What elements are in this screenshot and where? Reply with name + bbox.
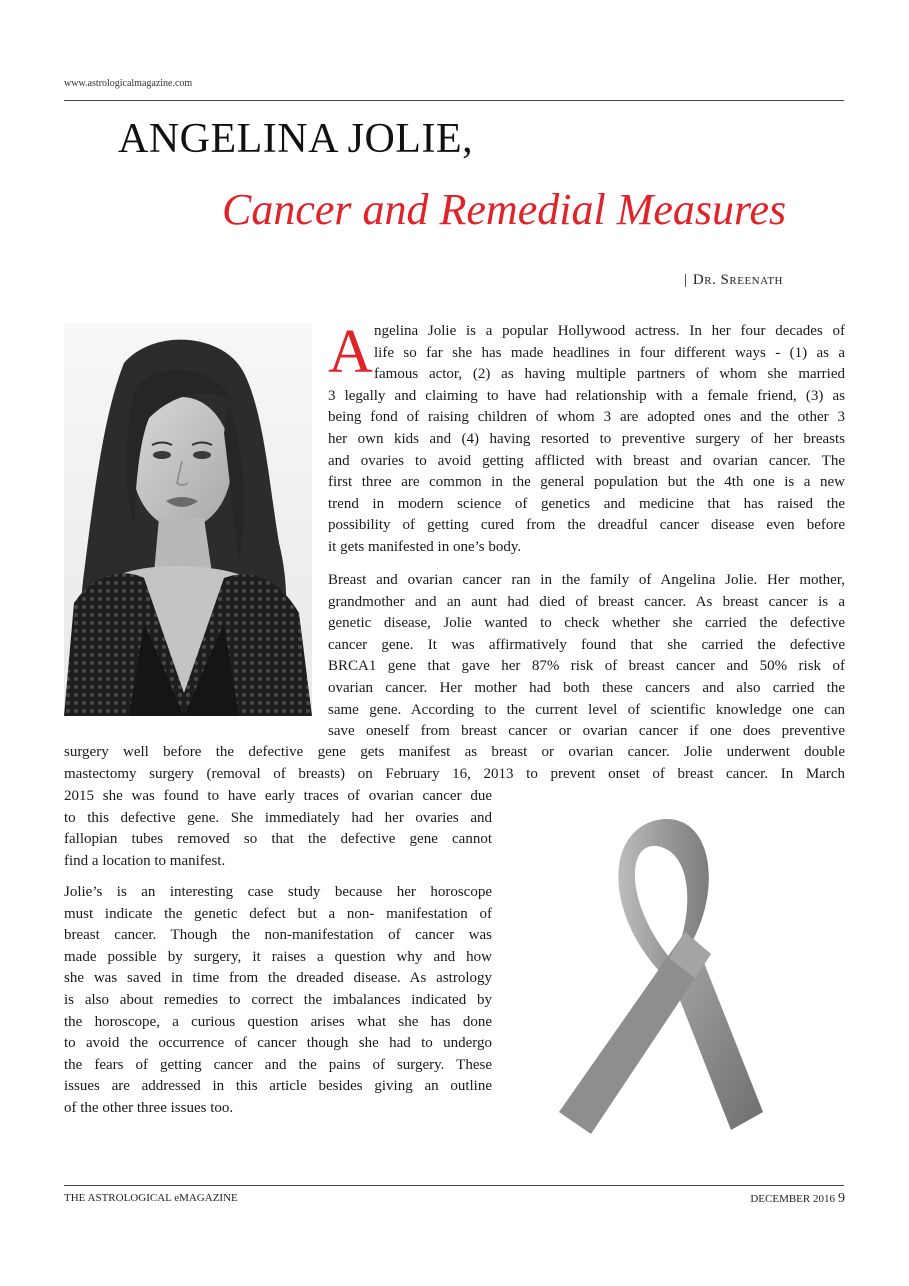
paragraph-line: first three are common in the general population but the 4th one is a new: [328, 474, 845, 491]
footer-magazine-name: THE ASTROLOGICAL eMAGAZINE: [64, 1192, 238, 1204]
paragraph-line: is also about remedies to correct the imbalances indicated by: [64, 991, 492, 1008]
paragraph-line: breast cancer. Though the non-manifestation of cancer was: [64, 927, 492, 944]
awareness-ribbon-image: [545, 812, 775, 1137]
paragraph-line: made possible by surgery, it raises a question why and how: [64, 948, 492, 965]
paragraph-line: Jolie’s is an interesting case study because her horoscope: [64, 884, 492, 900]
paragraph-line: 3 legally and claiming to have had relationship with a female friend, (3) as: [328, 387, 845, 404]
site-url[interactable]: www.astrologicalmagazine.com: [64, 78, 193, 89]
paragraph-line: Breast and ovarian cancer ran in the family of Angelina Jolie. Her mother,: [328, 572, 845, 588]
paragraph-line: surgery well before the defective gene gets manifest as breast or ovarian cancer. Jolie underwent double: [64, 744, 845, 760]
page-number: 9: [838, 1191, 845, 1206]
paragraph-line: ngelina Jolie is a popular Hollywood actress. In her four decades of: [374, 323, 845, 339]
paragraph-line: life so far she has made headlines in four different ways - (1) as a: [374, 344, 845, 361]
paragraph-line: save oneself from breast cancer or ovarian cancer if one does preventive: [328, 723, 845, 740]
paragraph-line: the fears of getting cancer and the pains of surgery. These: [64, 1056, 492, 1073]
paragraph-line: cancer gene. It was affirmatively found that she carried the defective: [328, 636, 845, 653]
paragraph-intro: [328, 318, 845, 559]
footer-issue-date: DECEMBER 2016: [750, 1193, 835, 1205]
paragraph-line: BRCA1 gene that gave her 87% risk of breast cancer and 50% risk of: [328, 658, 845, 675]
paragraph-line: same gene. According to the current level of scientific knowledge one can: [328, 701, 845, 718]
article-subtitle: Cancer and Remedial Measures: [222, 185, 787, 234]
paragraph-surgery-continued: [64, 786, 492, 872]
paragraph-line: must indicate the genetic defect but a non- manifestation of: [64, 905, 492, 922]
byline-separator: |: [683, 272, 687, 288]
footer-rule: [64, 1185, 844, 1186]
portrait-illustration: [64, 323, 312, 716]
drop-cap: A: [328, 318, 373, 386]
paragraph-line: possibility of getting cured from the dreadful cancer disease even before: [328, 517, 845, 534]
paragraph-line: and ovaries to avoid getting afflicted with breast and ovarian cancer. The: [328, 452, 845, 469]
paragraph-line: it gets manifested in one’s body.: [328, 538, 522, 555]
footer-issue: [750, 1191, 845, 1207]
article-title: ANGELINA JOLIE,: [118, 116, 474, 162]
paragraph-line: to this defective gene. She immediately had her ovaries and: [64, 809, 492, 826]
paragraph-line: of the other three issues too.: [64, 1099, 234, 1116]
ribbon-icon: [545, 812, 775, 1137]
paragraph-family-history: [328, 570, 845, 743]
paragraph-line: her own kids and (4) having resorted to preventive surgery of her breasts: [328, 430, 845, 447]
author-name: Dr. Sreenath: [692, 272, 783, 288]
paragraph-line: the horoscope, a curious question arises what she has done: [64, 1013, 492, 1030]
paragraph-line: trend in modern science of genetics and medicine that has raised the: [328, 495, 845, 512]
paragraph-line: ovarian cancer. Her mother had both these cancers and also carried the: [328, 679, 845, 696]
paragraph-line: to avoid the occurrence of cancer though she had to undergo: [64, 1035, 492, 1052]
paragraph-line: genetic disease, Jolie wanted to check whether she carried the defective: [328, 615, 845, 632]
paragraph-line: being fond of raising children of whom 3 are adopted ones and the other 3: [328, 409, 845, 426]
paragraph-line: fallopian tubes removed so that the defective gene cannot: [64, 831, 492, 848]
paragraph-line: mastectomy surgery (removal of breasts) on February 16, 2013 to prevent onset of breast cancer. In March: [64, 765, 845, 782]
paragraph-surgery-wide: [64, 742, 845, 785]
paragraph-line: grandmother and an aunt had died of breast cancer. As breast cancer is a: [328, 593, 845, 610]
paragraph-line: famous actor, (2) as having multiple partners of whom she married: [374, 366, 845, 383]
header-rule: [64, 100, 844, 101]
paragraph-line: 2015 she was found to have early traces of ovarian cancer due: [64, 788, 492, 804]
author-byline: [684, 272, 783, 289]
paragraph-line: she was saved in time from the dreaded disease. As astrology: [64, 970, 492, 987]
paragraph-line: find a location to manifest.: [64, 852, 226, 869]
portrait-photo: [64, 323, 312, 716]
paragraph-line: issues are addressed in this article besides giving an outline: [64, 1078, 492, 1095]
paragraph-horoscope-case: [64, 882, 492, 1120]
